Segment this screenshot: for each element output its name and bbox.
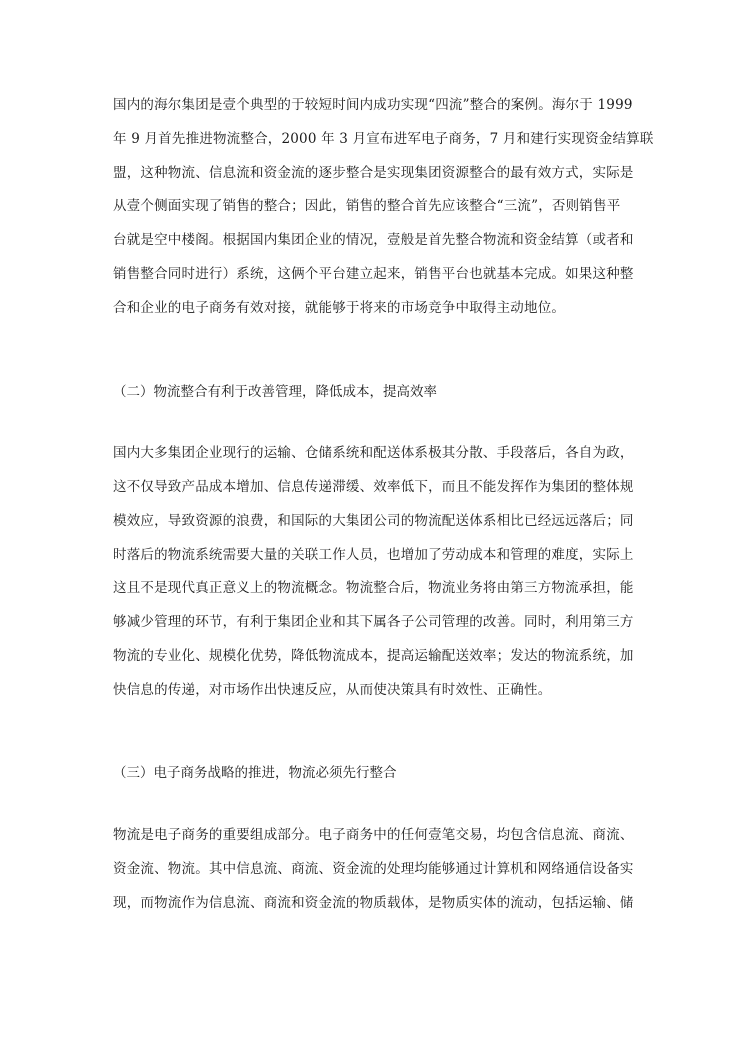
section-heading-2: （二）物流整合有利于改善管理，降低成本，提高效率	[113, 384, 437, 400]
paragraph-line: 现，而物流作为信息流、商流和资金流的物质载体，是物质实体的流动，包括运输、储	[113, 895, 634, 911]
paragraph-line: 资金流、物流。其中信息流、商流、资金流的处理均能够通过计算机和网络通信设备实	[113, 861, 634, 877]
paragraph-line: 销售整合同时进行）系统，这俩个平台建立起来，销售平台也就基本完成。如果这种整	[113, 266, 634, 282]
paragraph-line: 物流是电子商务的重要组成部分。电子商务中的任何壹笔交易，均包含信息流、商流、	[113, 827, 634, 843]
paragraph-line: 从壹个侧面实现了销售的整合；因此，销售的整合首先应该整合“三流”，否则销售平	[113, 198, 621, 214]
paragraph-line: 这且不是现代真正意义上的物流概念。物流整合后，物流业务将由第三方物流承担，能	[113, 580, 634, 596]
paragraph-line: 盟，这种物流、信息流和资金流的逐步整合是实现集团资源整合的最有效方式，实际是	[113, 165, 634, 181]
paragraph-line: 快信息的传递，对市场作出快速反应，从而使决策具有时效性、正确性。	[113, 682, 552, 698]
paragraph-line: 合和企业的电子商务有效对接，就能够于将来的市场竞争中取得主动地位。	[113, 300, 566, 316]
paragraph-line: 物流的专业化、规模化优势，降低物流成本，提高运输配送效率；发达的物流系统，加	[113, 648, 634, 664]
paragraph-line: 台就是空中楼阁。根据国内集团企业的情况，壹般是首先整合物流和资金结算（或者和	[113, 232, 634, 248]
paragraph-line: 够减少管理的环节，有利于集团企业和其下属各子公司管理的改善。同时，利用第三方	[113, 614, 634, 630]
paragraph-line: 模效应，导致资源的浪费，和国际的大集团公司的物流配送体系相比已经远远落后；同	[113, 513, 634, 529]
paragraph-line: 国内的海尔集团是壹个典型的于较短时间内成功实现“四流”整合的案例。海尔于 1999	[113, 97, 633, 113]
paragraph-line: 时落后的物流系统需要大量的关联工作人员，也增加了劳动成本和管理的难度，实际上	[113, 547, 634, 563]
paragraph-line: 年 9 月首先推进物流整合，2000 年 3 月宣布进军电子商务，7 月和建行实现资金结算联	[113, 131, 654, 147]
paragraph-line: 这不仅导致产品成本增加、信息传递滞缓、效率低下，而且不能发挥作为集团的整体规	[113, 479, 634, 495]
section-heading-3: （三）电子商务战略的推进，物流必须先行整合	[113, 765, 397, 781]
paragraph-line: 国内大多集团企业现行的运输、仓储系统和配送体系极其分散、手段落后，各自为政，	[113, 445, 634, 461]
